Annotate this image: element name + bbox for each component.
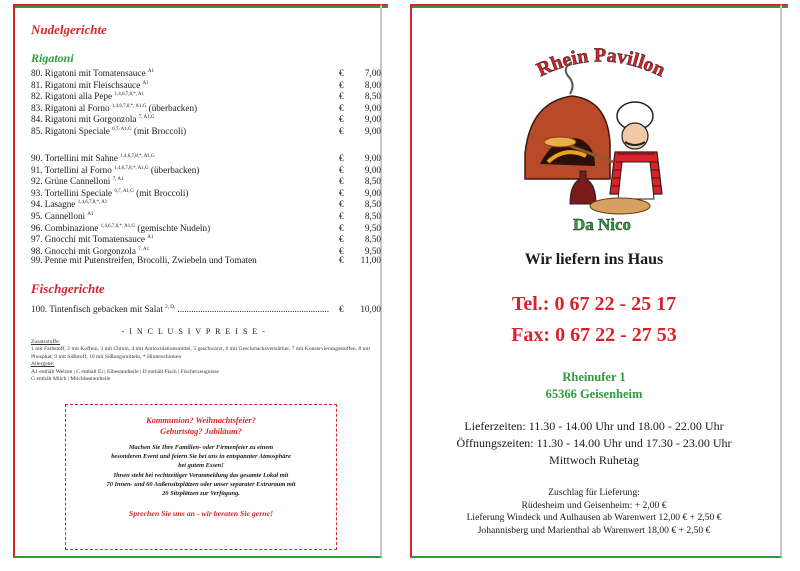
additives-note: 6,7, A1,G	[114, 188, 134, 194]
opening-hours	[410, 418, 778, 469]
currency-symbol: €	[339, 102, 344, 113]
subsection-title-rigatoni: Rigatoni	[31, 51, 74, 65]
delivery-tagline: Wir liefern ins Haus	[524, 251, 664, 268]
dish-name: 98. Gnocchi mit Gorgonzola	[31, 245, 136, 256]
currency-symbol: €	[339, 187, 344, 198]
additives-note: 7, A1	[112, 177, 124, 183]
menu-item	[31, 302, 381, 314]
surcharge-line: Johannisberg und Marienthal ab Warenwert 18,00 € + 2,50 €	[477, 524, 711, 536]
menu-item-price: 10,00	[360, 304, 381, 314]
promo-text-line: besonderen Event und feiern Sie bei uns in entspannter Atmosphäre	[111, 453, 291, 461]
surcharge-title: Zuschlag für Lieferung:	[548, 487, 640, 498]
dish-name: 95. Cannelloni	[31, 210, 86, 221]
delivery-hours: Lieferzeiten: 11.30 - 14.00 Uhr und 18.00 - 22.00 Uhr	[464, 419, 724, 433]
currency-symbol: €	[339, 153, 344, 163]
fisch-list	[31, 302, 381, 314]
logo-title-arc	[533, 44, 668, 81]
dish-name: 81. Rigatoni mit Fleischsauce	[31, 79, 141, 90]
additives-note: A1	[147, 235, 154, 241]
rest-day: Mittwoch Ruhetag	[549, 453, 639, 467]
tortellini-list	[31, 151, 381, 267]
menu-item-name	[31, 124, 339, 138]
pizza	[544, 137, 576, 147]
promo-call-to-action: Sprechen Sie uns an - wir beraten Sie gerne!	[128, 509, 274, 519]
menu-item	[31, 209, 381, 221]
menu-item-price: 8,50	[364, 210, 381, 221]
logo-title: Rhein Pavillon	[533, 44, 669, 82]
additives-note: 7, A1	[138, 246, 150, 252]
additives-note: 1,4,6,7,8,*, A1,G	[120, 154, 155, 159]
currency-symbol: €	[339, 255, 344, 266]
dish-extra: (mit Broccoli)	[133, 125, 187, 136]
currency-symbol: €	[339, 222, 344, 233]
menu-item	[31, 112, 381, 124]
logo-subtitle: Da Nico	[572, 215, 632, 234]
currency-symbol: €	[339, 164, 344, 175]
menu-item-price: 9,00	[364, 125, 381, 136]
menu-item-price: 9,00	[364, 187, 381, 198]
bread	[590, 198, 650, 214]
dish-name: 90. Tortellini mit Sahne	[31, 153, 118, 163]
menu-item	[31, 78, 381, 90]
dish-name: 92. Grüne Cannelloni	[31, 176, 111, 187]
menu-item-name	[31, 302, 339, 316]
additives-note: A1	[147, 69, 154, 74]
dish-name: 91. Tortellini al Forno	[31, 164, 112, 175]
chef-pizza-oven-logo	[510, 34, 690, 234]
menu-item	[31, 244, 381, 256]
currency-symbol: €	[339, 199, 344, 210]
menu-panel-left	[13, 4, 388, 564]
menu-item-price: 9,50	[364, 222, 381, 233]
allergene-text-2: G enthält Milch | Milchbestandteile	[31, 376, 111, 383]
zusatzstoffe-note	[31, 339, 381, 383]
promo-text-line: 70 Innen- und 60 Außensitzplätzen oder unser separater Extraraum mit	[106, 480, 296, 488]
additives-note: 1,4,6,7,8,*, A1	[114, 92, 145, 98]
menu-item	[31, 101, 381, 113]
additives-note: 1,4,6,7,8,*, A1,G	[111, 103, 147, 109]
promo-text-line: Machen Sie Ihre Familien- oder Firmenfeier zu einem	[128, 444, 274, 451]
menu-item-price: 8,50	[364, 176, 381, 187]
additives-note: A1	[87, 211, 94, 217]
address-city: 65366 Geisenheim	[545, 387, 643, 401]
event-promo-box	[65, 404, 337, 550]
menu-item	[31, 174, 381, 186]
promo-text-line: 20 Sitzplätzen zur Verfügung.	[162, 490, 240, 498]
menu-item-price: 9,00	[364, 102, 381, 113]
currency-symbol: €	[339, 91, 344, 102]
allergene-title: Allergene:	[31, 361, 55, 368]
currency-symbol: €	[339, 234, 344, 245]
dish-extra: ..................................................................	[177, 304, 329, 314]
promo-question-1: Kommunion? Weihnachtsfeier?	[146, 416, 256, 425]
promo-text-line: bei gutem Essen!	[178, 462, 224, 470]
additives-note: 7, A1,G	[138, 115, 155, 121]
menu-item-price: 9,50	[364, 245, 381, 256]
dish-extra: (mit Broccoli)	[136, 187, 189, 198]
menu-item-price: 8,50	[364, 199, 381, 210]
additives-note: 2, D,	[165, 305, 176, 310]
dish-name: 99. Penne mit Putenstreifen, Brocolli, Zwiebeln und Tomaten	[31, 255, 257, 266]
promo-question-2: Geburtstag? Jubiläum?	[160, 427, 242, 436]
section-title-nudelgerichte: Nudelgerichte	[31, 22, 107, 37]
dish-name: 82. Rigatoni alla Pepe	[31, 91, 113, 102]
dish-name: 100. Tintenfisch gebacken mit Salat	[31, 304, 163, 314]
menu-item-price: 7,00	[364, 68, 381, 78]
allergene-text-1: A1 enthält Weizen | C enthält Ei | Eibestandteile | D enthält Fisch | Fischerzeugnisse	[31, 368, 219, 375]
menu-item-price: 8,00	[364, 79, 381, 90]
menu-item-name	[31, 255, 339, 267]
address	[410, 369, 778, 403]
menu-item	[31, 186, 381, 198]
currency-symbol: €	[339, 176, 344, 187]
additives-note: 1,4,6,7,8,*, A1,G	[100, 223, 136, 229]
additives-note: A1	[142, 80, 149, 86]
menu-item-price: 9,00	[364, 114, 381, 125]
currency-symbol: €	[339, 114, 344, 125]
currency-symbol: €	[339, 68, 344, 78]
promo-questions	[66, 415, 336, 437]
additives-note: 1,4,6,7,8,*, A1,G	[114, 165, 149, 171]
menu-item	[31, 232, 381, 244]
promo-text-line: Ihnen steht bei rechtzeitiger Voranmeldung das gesamte Lokal mit	[113, 471, 289, 479]
dish-name: 83. Rigatoni al Forno	[31, 102, 110, 113]
dish-name: 93. Tortellini Speciale	[31, 187, 113, 198]
zusatzstoffe-text: 1 mit Farbstoff, 2 mit Koffein, 3 mit Chinin, 4 mit Antioxidationsmittel, 5 geschwärzt, 6 mit Geschmacksverstärker, 7 mit Konservierungsstoffen, 8 mit Phosphat, 9 mit Süßstoff, 10 mit Süßungsmitteln, * Hinterschinken	[31, 346, 371, 360]
dish-name: 84. Rigatoni mit Gorgonzola	[31, 114, 137, 125]
dish-name: 80. Rigatoni mit Tomatensauce	[31, 68, 146, 78]
menu-item-price: 8,50	[364, 91, 381, 102]
dish-extra: (überbacken)	[150, 164, 200, 175]
surcharge-line: Rüdesheim und Geisenheim: + 2,00 €	[521, 499, 667, 511]
menu-item	[31, 124, 381, 136]
dish-name: 96. Combinazione	[31, 222, 99, 233]
additives-note: 6,7, A1,G	[112, 126, 132, 132]
inclusivpreise-label: - I N C L U S I V P R E I S E -	[121, 327, 267, 336]
menu-item	[31, 66, 381, 78]
promo-text	[66, 443, 336, 498]
currency-symbol: €	[339, 304, 344, 314]
menu-item-price: 9,00	[364, 164, 381, 175]
currency-symbol: €	[339, 125, 344, 136]
menu-item	[31, 197, 381, 209]
dish-name: 94. Lasagne	[31, 199, 76, 210]
phone-number: Tel.: 0 67 22 - 25 17	[511, 293, 677, 315]
menu-item-price: 11,00	[360, 255, 381, 266]
dish-extra: (gemischte Nudeln)	[137, 222, 211, 233]
fax-number: Fax: 0 67 22 - 27 53	[511, 324, 677, 346]
menu-item-price: 8,50	[364, 234, 381, 245]
menu-panel-right	[410, 4, 788, 564]
dish-name: 97. Gnocchi mit Tomatensauce	[31, 234, 145, 245]
zusatzstoffe-title: Zusatzstoffe:	[31, 339, 61, 345]
dish-extra: (überbacken)	[148, 102, 198, 113]
menu-item-price: 9,00	[364, 153, 381, 163]
opening-times: Öffnungszeiten: 11.30 - 14.00 Uhr und 17.30 - 23.00 Uhr	[456, 436, 732, 450]
menu-item	[31, 255, 381, 267]
rigatoni-list	[31, 66, 381, 136]
currency-symbol: €	[339, 245, 344, 256]
chef-apron	[618, 162, 654, 199]
additives-note: 1,4,6,7,8,*, A1	[77, 200, 108, 206]
menu-item	[31, 163, 381, 175]
surcharge-line: Lieferung Windeck und Aulhausen ab Warenwert 12,00 € + 2,50 €	[466, 512, 722, 523]
address-street: Rheinufer 1	[562, 370, 626, 384]
dish-name: 85. Rigatoni Speciale	[31, 125, 110, 136]
section-title-fischgerichte: Fischgerichte	[31, 281, 105, 296]
menu-item	[31, 221, 381, 233]
menu-item	[31, 151, 381, 163]
delivery-surcharge	[410, 487, 778, 537]
currency-symbol: €	[339, 79, 344, 90]
menu-item	[31, 89, 381, 101]
restaurant-logo	[510, 34, 690, 234]
currency-symbol: €	[339, 210, 344, 221]
